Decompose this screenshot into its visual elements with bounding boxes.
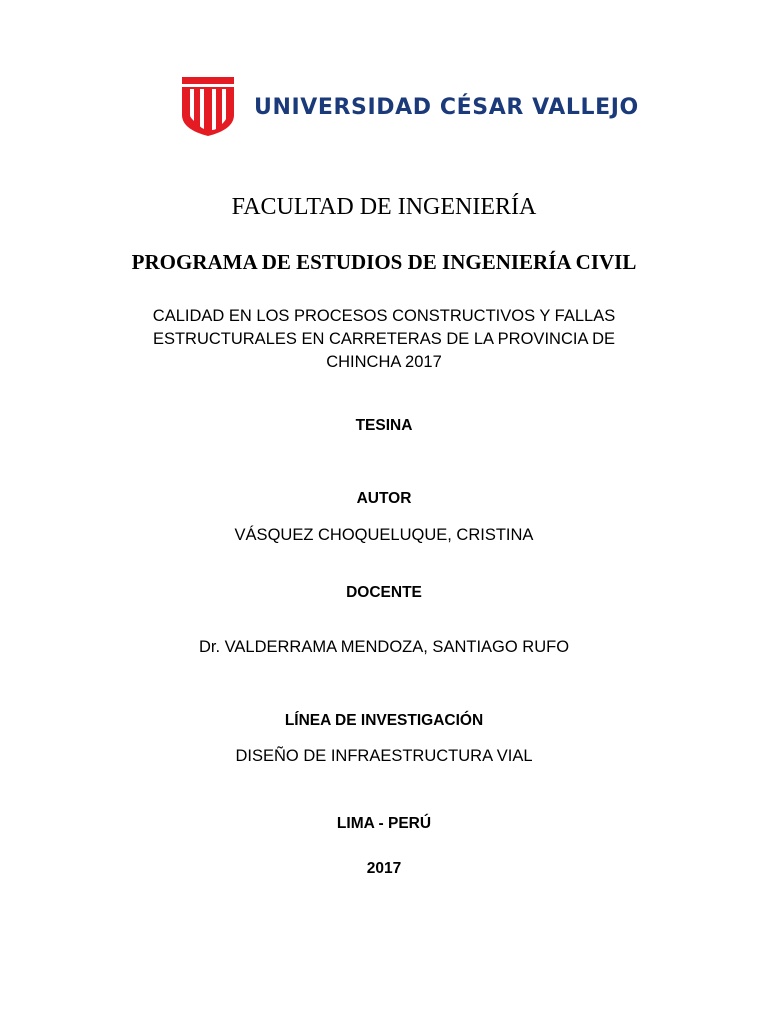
- program-name: PROGRAMA DE ESTUDIOS DE INGENIERÍA CIVIL: [131, 250, 637, 274]
- location: LIMA - PERÚ: [336, 815, 432, 832]
- document-type: TESINA: [355, 417, 413, 434]
- year: 2017: [366, 860, 402, 877]
- thesis-title-line: ESTRUCTURALES EN CARRETERAS DE LA PROVINCIA DE: [152, 330, 616, 348]
- research-line-heading: LÍNEA DE INVESTIGACIÓN: [284, 712, 484, 729]
- advisor-heading: DOCENTE: [346, 584, 422, 601]
- faculty-name: FACULTAD DE INGENIERÍA: [231, 194, 537, 220]
- author-name: VÁSQUEZ CHOQUELUQUE, CRISTINA: [234, 526, 534, 544]
- university-shield-icon: [180, 75, 236, 137]
- author-heading: AUTOR: [356, 490, 412, 507]
- university-logo: [180, 75, 639, 137]
- thesis-title: [0, 305, 768, 374]
- research-line-value: DISEÑO DE INFRAESTRUCTURA VIAL: [235, 747, 533, 765]
- thesis-title-line: CALIDAD EN LOS PROCESOS CONSTRUCTIVOS Y FALLAS: [152, 307, 616, 325]
- advisor-name: Dr. VALDERRAMA MENDOZA, SANTIAGO RUFO: [198, 638, 570, 656]
- university-name: UNIVERSIDAD CÉSAR VALLEJO: [254, 94, 639, 120]
- thesis-title-line: CHINCHA 2017: [326, 353, 442, 371]
